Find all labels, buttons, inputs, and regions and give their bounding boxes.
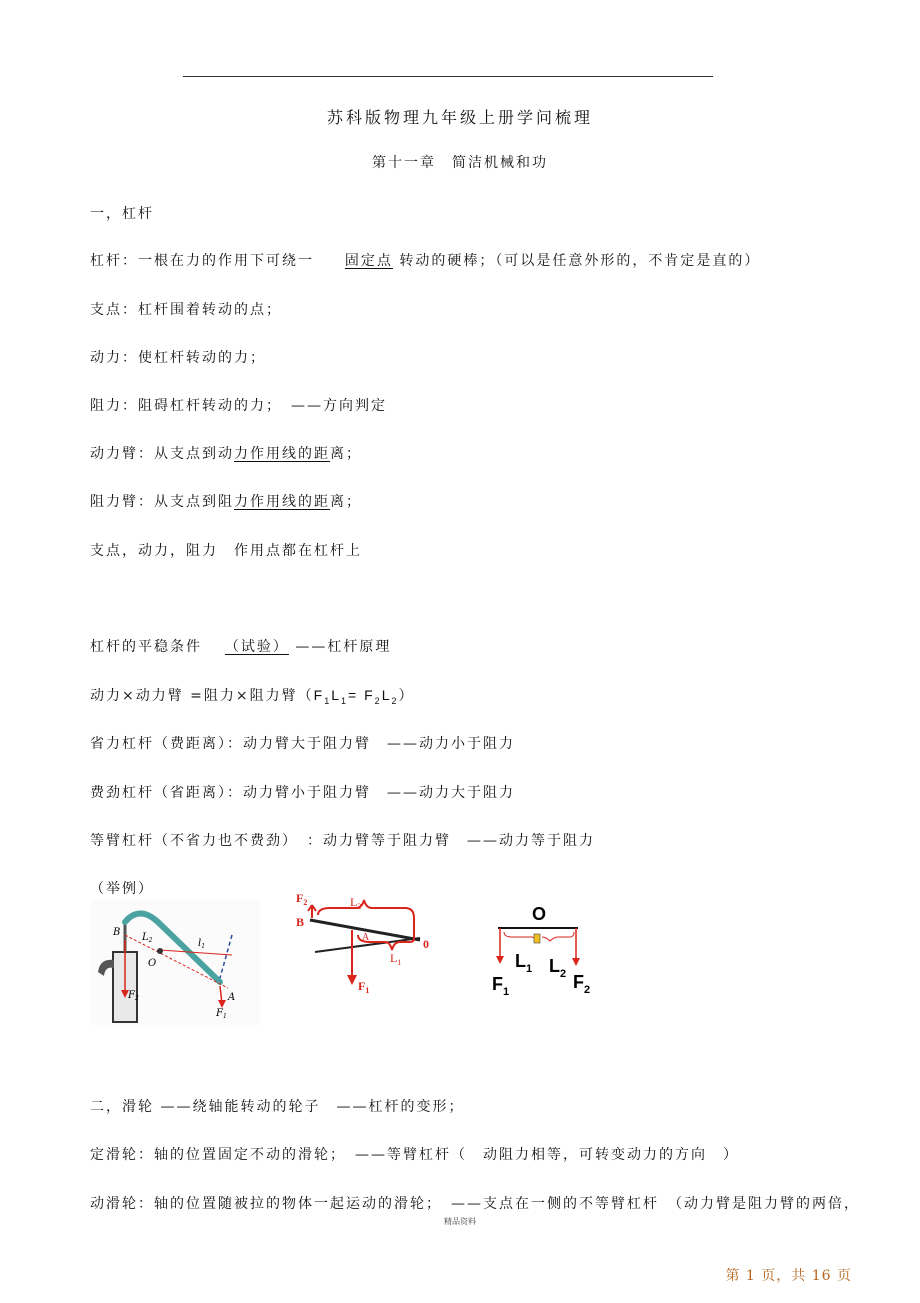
resistance-definition: 阻力：阻碍杠杆转动的力； ——方向判定 [90,398,387,414]
fig2-label-L1: L [390,951,398,965]
fig2-label-F1: F [358,979,366,993]
balance-text-a: 杠杆的平稳条件 [90,639,202,655]
section-pulley-heading: 二，滑轮 ——绕轴能转动的轮子 ——杠杆的变形； [90,1099,465,1115]
section-lever-heading: 一，杠杆 [90,206,154,222]
action-points-note: 支点，动力，阻力 作用点都在杠杆上 [90,543,362,559]
svg-text:F2: $F_2$ [296,891,308,907]
balance-bar-figure [488,900,600,1000]
formula-text-a: 动力×动力臂 =阻力×阻力臂（ [90,688,314,704]
resist-arm-text-b: 离； [330,494,362,510]
resist-arm-text-a: 阻力臂：从支点到阻 [90,494,234,510]
pump-lever-figure [90,900,260,1025]
balance-text-b: ——杠杆原理 [295,639,392,655]
svg-text:L1: $L_1$ [390,951,402,967]
fulcrum-definition: 支点：杠杆围着转动的点； [90,302,282,318]
fig3-label-F1: F [492,974,503,994]
fig2-label-A: A [362,932,370,943]
fig1-label-l1: l [198,938,202,949]
fixed-pulley-definition: 定滑轮：轴的位置固定不动的滑轮； ——等臂杠杆（ 动阻力相等，可转变动力的方向 ） [90,1147,739,1163]
svg-text:L2: $L_2$ [549,956,567,980]
effort-arm-text-a: 动力臂：从支点到动 [90,446,234,462]
svg-text:F1: $F_1$ [216,1008,227,1020]
equal-arm-lever: 等臂杠杆（不省力也不费劲） ：动力臂等于阻力臂 ——动力等于阻力 [90,833,595,849]
effort-arm-text-b: 离； [330,446,362,462]
page-number: 第 1 页，共 16 页 [725,1268,852,1284]
fig1-label-B: B [113,927,121,938]
fig1-label-A: A [228,992,236,1003]
fig2-label-L2: L [350,895,358,909]
svg-text:l1: $l_1$ [198,938,206,950]
formula-text-b: ） [398,688,415,704]
fig2-label-B: B [296,915,305,929]
resist-arm-underlined: 力作用线的距 [234,494,330,510]
lever-def-text-a: 杠杆：一根在力的作用下可绕一 [90,253,314,269]
effort-arm-definition [90,443,362,463]
moving-pulley-definition: 动滑轮：轴的位置随被拉的物体一起运动的滑轮； ——支点在一侧的不等臂杠杆 （动力臂是阻力臂的两倍， [90,1196,860,1212]
formula-expression: $F_1L_1= F_2L_2$ [313,687,399,706]
balance-condition [90,636,391,656]
lever-def-text-b: 转动的硬棒；（可以是任意外形的，不肯定是直的） [399,253,761,269]
fig2-label-F2: F [296,891,304,905]
lever-definition [90,250,760,270]
page-title: 苏科版物理九年级上册学问梳理 [326,108,593,127]
fig1-label-L2: L [142,932,149,943]
header-rule [183,76,713,77]
examples-label: （举例） [90,881,154,897]
force-costing-lever: 费劲杠杆（省距离）：动力臂小于阻力臂 ——动力大于阻力 [90,785,515,801]
fig3-label-O: O [532,904,547,924]
balance-formula [90,685,415,706]
resistance-arm-definition [90,491,362,511]
svg-text:L1: $L_1$ [515,951,533,975]
fig1-label-O: O [148,958,157,969]
balance-underlined: （试验） [224,639,289,655]
svg-text:F1: $F_1$ [358,979,370,995]
effort-arm-underlined: 力作用线的距 [234,446,330,462]
fig3-label-L1: L [515,951,526,971]
effort-definition: 动力：使杠杆转动的力； [90,350,266,366]
fig3-label-L2: L [549,956,560,976]
svg-text:F2: $F_2$ [573,972,591,996]
footer-note: 精品资料 [444,1217,476,1226]
svg-text:F1: $F_1$ [492,974,510,998]
chapter-title: 第十一章 简洁机械和功 [372,155,548,171]
fig1-label-F2: F [128,990,135,1001]
fig3-label-F2: F [573,972,584,992]
scissors-lever-figure [290,880,440,1005]
svg-text:L2: $L_2$ [350,895,362,911]
svg-text:F2: $F_2$ [128,990,139,1002]
force-saving-lever: 省力杠杆（费距离）：动力臂大于阻力臂 ——动力小于阻力 [90,736,515,752]
fig1-label-F1: F [216,1008,223,1019]
fig2-label-O: 0 [423,937,429,951]
svg-text:L2: $L_2$ [142,932,153,944]
lever-def-underlined: 固定点 [344,253,393,269]
